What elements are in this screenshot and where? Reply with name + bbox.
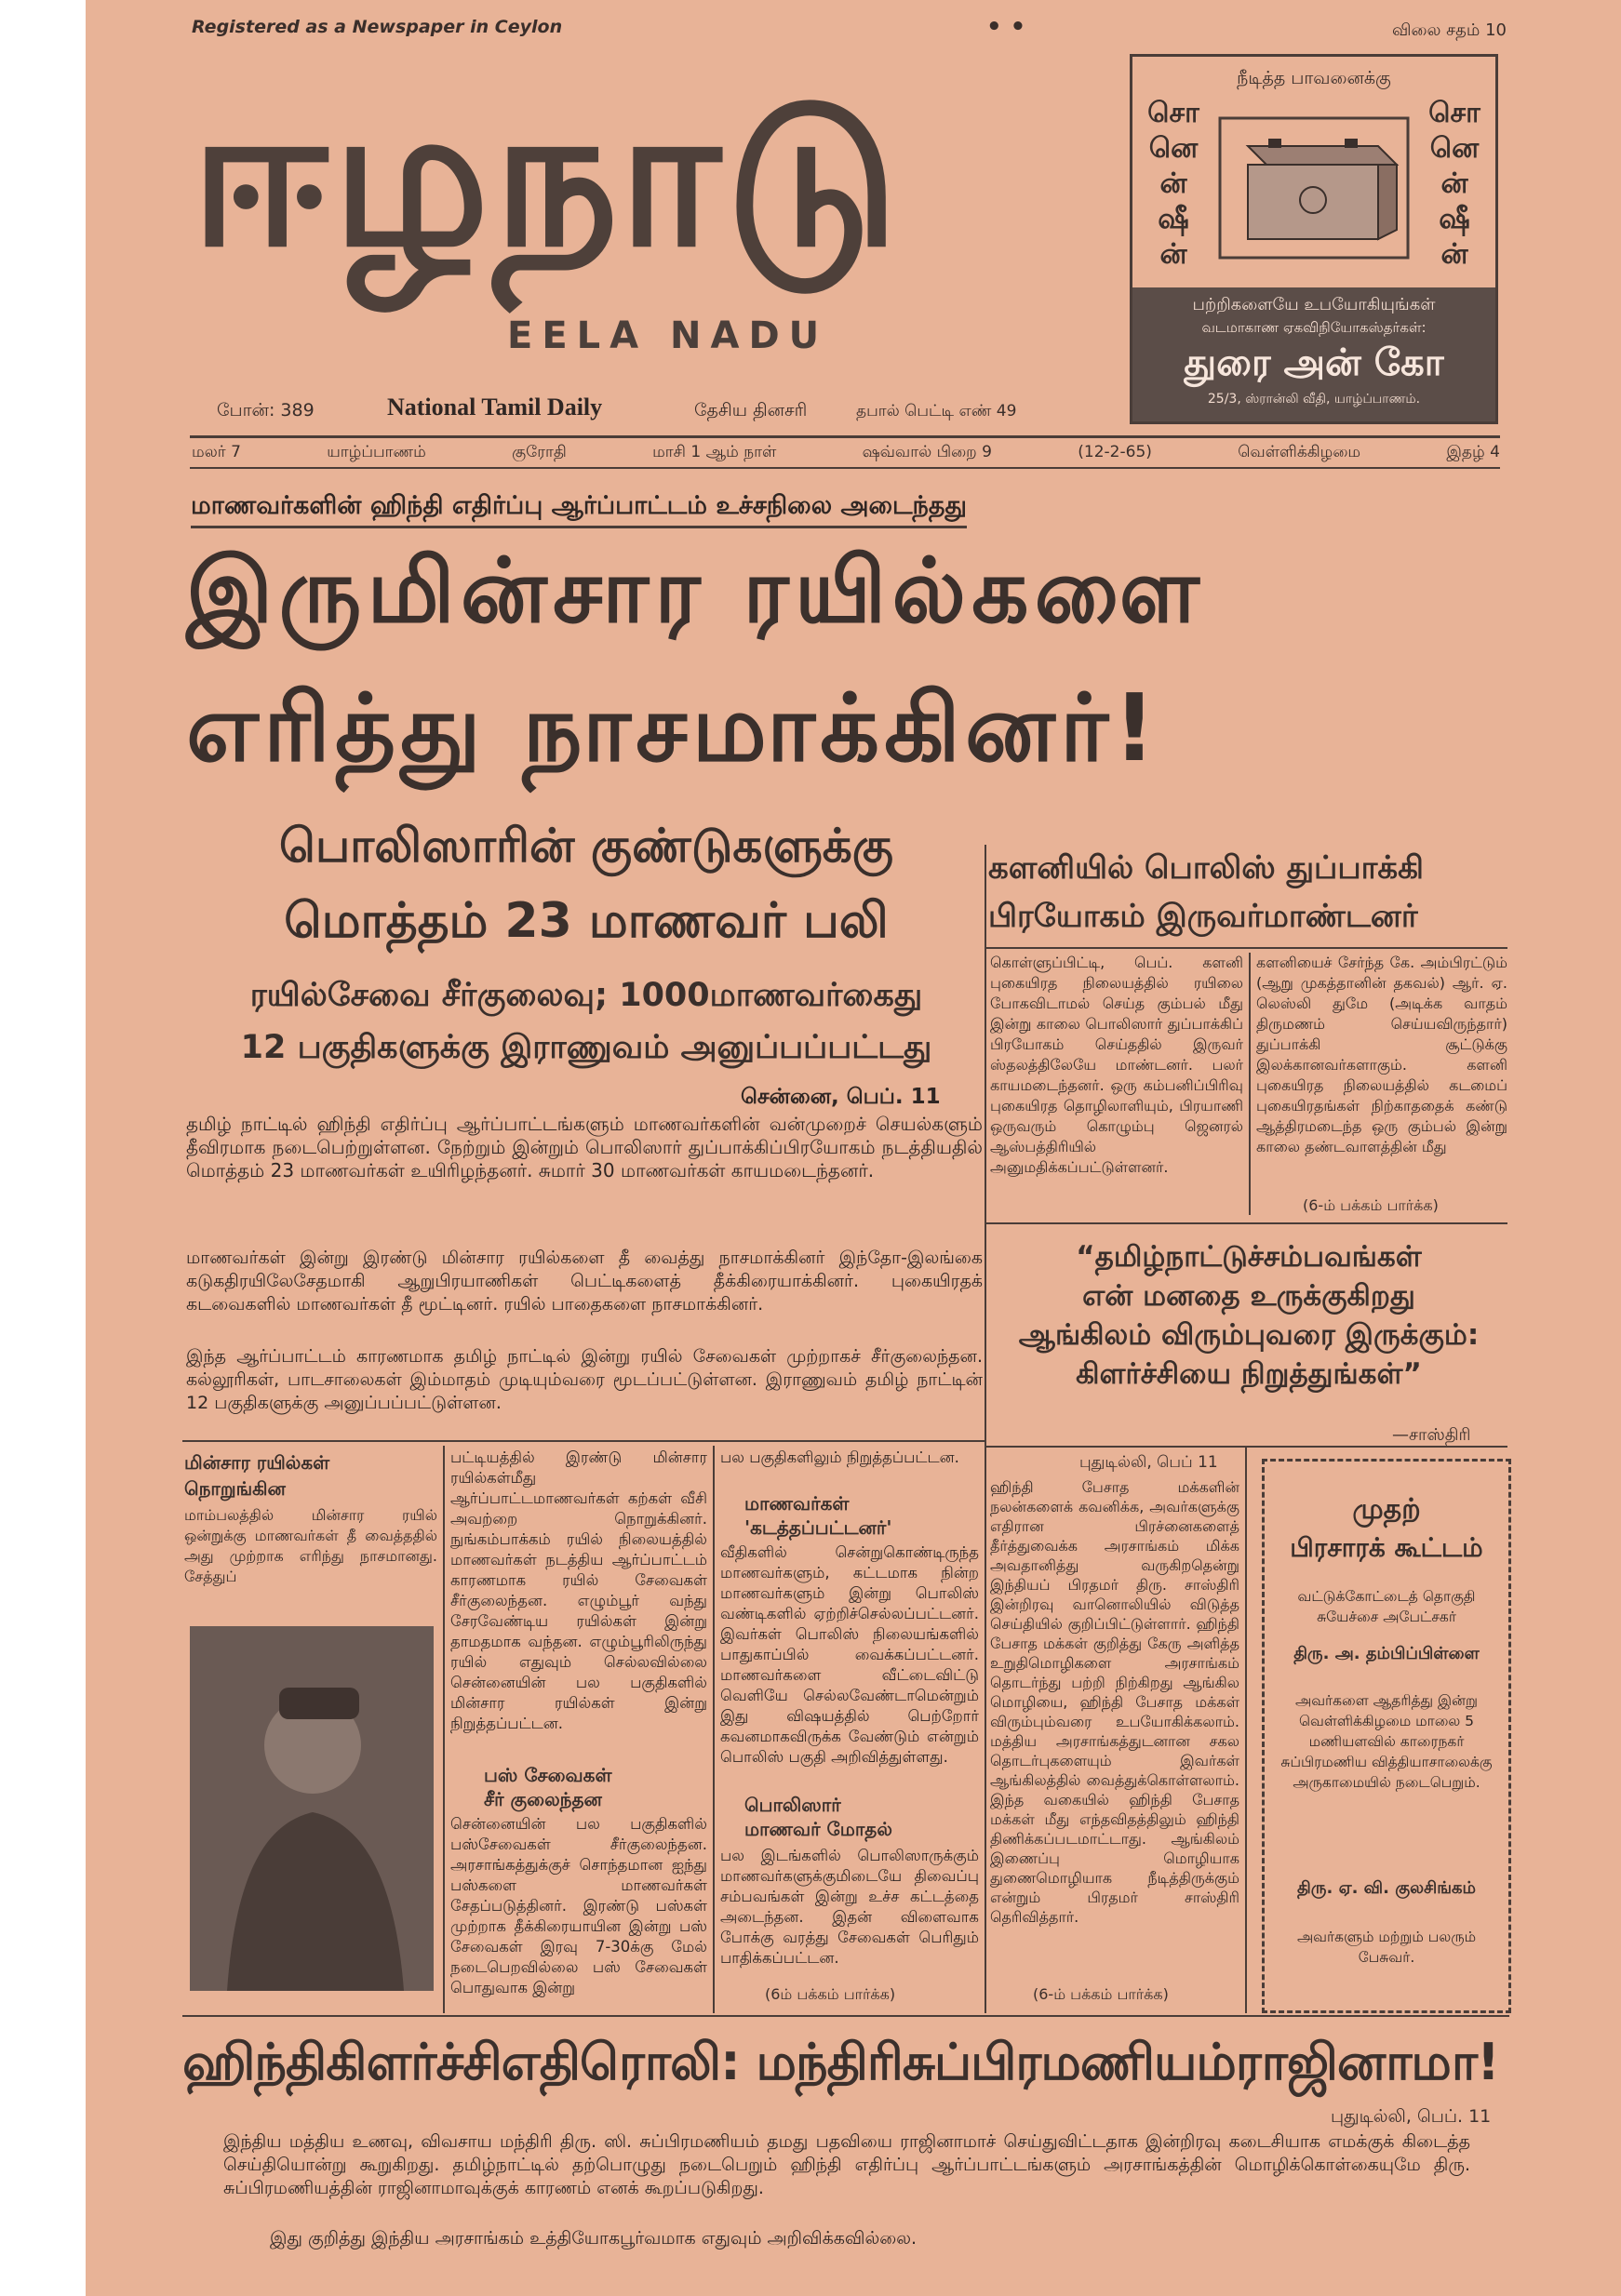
year-label: குரோதி — [512, 443, 567, 461]
col2-body-2: சென்னையின் பல பகுதிகளில் பஸ்சேவைகள் சீர்குலைந்தன. அரசாங்கத்துக்குச் சொந்தமான ஐந்து பஸ்களை மாணவர்கள் சேதப்படுத்தினர். இரண்டு பஸ்கள் முற்றாக தீக்கிரையாயின இன்று பஸ் சேவைகள் இரவு 7-30க்கு மேல் நடைபெறவில்லை பஸ் சேவைகள் பொதுவாக இன்று — [450, 1815, 707, 1996]
post-box: தபால் பெட்டி எண் 49 — [856, 402, 1017, 420]
meeting-line-1: வட்டுக்கோட்டைத் தொகுதி சுயேச்சை அபேட்சகர் — [1297, 1588, 1476, 1625]
quote-byline: —சாஸ்திரி — [1392, 1425, 1471, 1445]
bottom-rule — [182, 2015, 1509, 2017]
ad-letter: ன் — [1440, 167, 1468, 200]
price-label: விலை சதம் 10 — [1392, 20, 1507, 40]
ad-word-right — [1427, 96, 1482, 273]
kalani-col-rule — [1249, 953, 1251, 1215]
trains-heading-2: நொறுங்கின — [184, 1477, 286, 1500]
dateline-bar — [192, 443, 1500, 463]
col3-body-3: பல இடங்களில் பொலிஸாருக்கும் மாணவர்களுக்குமிடையே திவைப்பு சம்பவங்கள் இன்று உச்ச கட்டத்தை அடைந்தன. இதன் விளைவாக போக்கு வரத்து சேவைகள் பெரிதும் பாதிக்கப்பட்டன. — [720, 1847, 979, 1967]
trains-heading-1: மின்சார ரயில்கள் — [184, 1451, 330, 1474]
ad-address: 25/3, ஸ்ரான்லி வீதி, யாழ்ப்பாணம். — [1207, 392, 1421, 407]
quote-rule-bottom — [986, 1446, 1507, 1448]
lead-para-1: தமிழ் நாட்டில் ஹிந்தி எதிர்ப்பு ஆர்ப்பாட்டங்களும் மாணவர்களின் வன்முறைச் செயல்களும் தீவிரமாக நடைபெற்றுள்ளன. நேற்றும் இன்றும் பொலிஸார் துப்பாக்கிப்பிரயோகம் நடத்தியதில் மொத்தம் 23 மாணவர்கள் உயிரிழந்தனர். சுமார் 30 மாணவர்கள் காயமடைந்தனர். — [186, 1113, 983, 1181]
quote-line-4: கிளர்ச்சியை நிறுத்துங்கள்” — [1076, 1357, 1422, 1391]
masthead-dots: • • — [986, 13, 1026, 41]
dateline-rule-top — [190, 435, 1500, 438]
lead-sub-1: பொலிஸாரின் குண்டுகளுக்கு — [279, 819, 893, 873]
ad-letter: சொ — [1147, 97, 1199, 129]
ad-letter: ஷீ — [1158, 203, 1189, 235]
shastri-dateline: புதுடில்லி, பெப் 11 — [1079, 1453, 1218, 1472]
ad-letter: ஷீ — [1439, 203, 1470, 235]
ad-line1: பற்றிகளையே உபயோகியுங்கள் — [1192, 295, 1436, 314]
ad-letter: ன் — [1159, 238, 1187, 271]
national-daily: National Tamil Daily — [387, 394, 603, 420]
lead-dateline: சென்னை, பெப். 11 — [741, 1085, 941, 1109]
battery-icon — [1211, 109, 1417, 267]
ad-letter: சொ — [1428, 97, 1480, 129]
quote-line-2: என் மனதை உருக்குகிறது — [1082, 1279, 1415, 1313]
phone-number: போன்: 389 — [217, 400, 315, 420]
shastri-body: ஹிந்தி பேசாத மக்களின் நலன்களைக் கவனிக்க, அவர்களுக்கு எதிரான பிரச்னைகளைத் தீர்த்துவைக்க அரசாங்கம் மிக்க அவதானித்து வருகிறதென்று இந்தியப் பிரதமர் திரு. சாஸ்திரி இன்றிரவு வானொலியில் விடுத்த செய்தியில் குறிப்பிட்டுள்ளார். ஹிந்தி பேசாத மக்கள் குறித்து கேரு அளித்த உறுதிமொழிகளை அரசாங்கம் தொடர்ந்து பற்றி நிற்கிறது ஆங்கில மொழியை, ஹிந்தி பேசாத மக்கள் விரும்பும்வரை உபயோகிக்கலாம். மத்திய அரசாங்கத்துடனான சகல தொடர்புகளையும் இவர்கள் ஆங்கிலத்தில் வைத்துக்கொள்ளலாம். இந்த வகையில் ஹிந்தி பேசாத மக்கள் மீது எந்தவிதத்திலும் ஹிந்தி திணிக்கப்படமாட்டாது. ஆங்கிலம் இணைப்பு மொழியாக துணைமொழியாக நீடித்திருக்கும் என்றும் பிரதமர் சாஸ்திரி தெரிவித்தார். — [990, 1478, 1239, 1926]
meeting-name-2: திரு. ஏ. வி. குலசிங்கம் — [1297, 1878, 1476, 1898]
lead-para-2: மாணவர்கள் இன்று இரண்டு மின்சார ரயில்களை தீ வைத்து நாசமாக்கினர் இந்தோ-இலங்கை கடுகதிரயிலேசேதமாகி ஆறுபிரயாணிகள் பெட்டிகளைத் தீக்கிரையாக்கினர். புகையிரதக் கடவைகளில் மாணவர்கள் தீ மூட்டினர். ரயில் பாதைகளை நாசமாக்கினர். — [186, 1248, 983, 1315]
bus-heading-1: பஸ் சேவைகள் — [484, 1764, 612, 1786]
quote-rule-top — [986, 1222, 1507, 1224]
lead-bottom-rule — [182, 1440, 986, 1442]
ad-letter: னெ — [1148, 132, 1199, 165]
col2-body-1: பட்டியத்தில் இரண்டு மின்சார ரயில்கள்மீது ஆர்ப்பாட்டமாணவர்கள் கற்கள் வீசி அவற்றை நொறுக்கினர். நுங்கம்பாக்கம் ரயில் நிலையத்தில் மாணவர்கள் நடத்திய ஆர்ப்பாட்டம் காரணமாக ரயில் சேவைகள் சீர்குலைந்தன. எழும்பூர் வந்து சேரவேண்டிய ரயில்கள் இன்று தாமதமாக வந்தன. எழும்பூரிலிருந்து ரயில் எதுவும் செல்லவில்லை சென்னையின் பல பகுதிகளில் மின்சார ரயில்கள் இன்று நிறுத்தப்பட்டன. — [450, 1448, 707, 1732]
ad-letter: னெ — [1429, 132, 1480, 165]
ad-letter: ன் — [1159, 167, 1187, 200]
tamil-daily: தேசிய தினசரி — [694, 400, 808, 420]
column-rule-3 — [985, 845, 986, 2013]
bottom-dateline: புதுடில்லி, பெப். 11 — [1331, 2106, 1492, 2127]
shastri-continued: (6-ம் பக்கம் பார்க்க) — [1033, 1985, 1169, 2003]
meeting-notice — [1262, 1459, 1511, 2013]
ad-top-text: நீடித்த பாவனைக்கு — [1237, 68, 1391, 88]
hijri-date-label: ஷவ்வால் பிறை 9 — [862, 443, 992, 461]
students-heading-1: மாணவர்கள் — [744, 1492, 850, 1515]
kalani-rule — [986, 947, 1507, 949]
battery-ad — [1130, 54, 1498, 424]
kalani-left-col: கொள்ளுப்பிட்டி, பெப். களனி புகையிரத நிலையத்தில் ரயிலை போகவிடாமல் செய்த கும்பல் மீது இன்று காலை பொலிஸார் துப்பாக்கிப் பிரயோகம் செய்ததில் இருவர் ஸ்தலத்திலேயே மாண்டனர். பலர் காயமடைந்தனர். ஒரு கம்பனிப்பிரிவு புகையிரத தொழிலாளியும், பிரயாணி ஒருவரும் கொழும்பு ஜெனரல் ஆஸ்பத்திரியில் அனுமதிக்கப்பட்டுள்ளனர். — [990, 954, 1243, 1176]
kalani-right-col: களனியைச் சேர்ந்த கே. அம்பிரட்டும் (ஆறு முகத்தானின் தகவல்) ஆர். ஏ. லெஸ்லி துமே (அடிக்க வாதம் திருமணம் செய்யவிருந்தார்) துப்பாக்கி சூட்டுக்கு இலக்கானவர்களாகும். களனி புகையிரத நிலையத்தில் கடமைப் புகையிரதங்கள் நிற்காததைக் கண்டு ஆத்திரமடைந்த ஒரு கும்பல் இன்று காலை தண்டவாளத்தின் மீது — [1256, 954, 1507, 1155]
bottom-para-1: இந்திய மத்திய உணவு, விவசாய மந்திரி திரு. ஸி. சுப்பிரமணியம் தமது பதவியை ராஜினாமாச் செய்துவிட்டதாக இன்றிரவு கடைசியாக எமக்குக் கிடைத்த செய்தியொன்று கூறுகிறது. தமிழ்நாட்டில் தற்பொழுது நடைபெறும் ஹிந்தி எதிர்ப்பு ஆர்ப்பாட்டங்களும் அரசாங்கத்தின் மொழிக்கொள்கையுமே திரு. சுப்பிரமணியத்தின் ராஜினாமாவுக்குக் காரணம் எனக் கூறப்படுகிறது. — [223, 2131, 1470, 2198]
kalani-headline-2: பிரயோகம் இருவர்மாண்டனர் — [988, 898, 1418, 935]
ad-dealer: துரை அன் கோ — [1184, 341, 1444, 384]
column-rule-4 — [1245, 1446, 1247, 2013]
bus-heading-2: சீர் குலைந்தன — [484, 1788, 602, 1810]
meeting-line-3: அவர்களும் மற்றும் பலரும் பேசுவர். — [1296, 1929, 1477, 1966]
weekday-label: வெள்ளிக்கிழமை — [1238, 443, 1361, 461]
quote-line-1: “தமிழ்நாட்டுச்சம்பவங்கள் — [1076, 1240, 1422, 1274]
bottom-headline: ஹிந்திகிளர்ச்சிஎதிரொலி: மந்திரிசுப்பிரமணியம்ராஜினாமா! — [182, 2033, 1499, 2091]
meeting-line-2: அவர்களை ஆதரித்து இன்று வெள்ளிக்கிழமை மாலை 5 மணியளவில் காரைநகர் சுப்பிரமணிய வித்தியாசாலைக்கு அருகாமையில் நடைபெறும். — [1280, 1692, 1493, 1791]
tamil-date-label: மாசி 1 ஆம் நாள் — [652, 443, 777, 461]
ad-word-left — [1145, 96, 1201, 273]
meeting-title-2: பிரசாரக் கூட்டம் — [1290, 1532, 1483, 1563]
ad-line2: வடமாகாண ஏகவிநியோகஸ்தர்கள்: — [1201, 319, 1427, 336]
ad-letter: ன் — [1440, 238, 1468, 271]
date-label: (12-2-65) — [1078, 443, 1152, 461]
column-rule-2 — [713, 1446, 715, 2013]
masthead-logo: ஈழநாடு — [191, 62, 903, 290]
masthead-english: EELA NADU — [507, 314, 829, 357]
trains-body: மாம்பலத்தில் மின்சார ரயில் ஒன்றுக்கு மாணவர்கள் தீ வைத்ததில் அது முற்றாக எரிந்து நாசமானது. சேத்துப் — [184, 1506, 437, 1585]
lead-sub-2: மொத்தம் 23 மாணவர் பலி — [284, 893, 889, 949]
bottom-para-2: இது குறித்து இந்திய அரசாங்கம் உத்தியோகபூர்வமாக எதுவும் அறிவிக்கவில்லை. — [270, 2228, 918, 2249]
meeting-title-1: முதற் — [1352, 1493, 1421, 1526]
registered-note: Registered as a Newspaper in Ceylon — [192, 17, 563, 37]
col3-body-1: பல பகுதிகளிலும் நிறுத்தப்பட்டன. — [720, 1448, 959, 1466]
column-rule-1 — [443, 1446, 445, 2013]
lead-para-3: இந்த ஆர்ப்பாட்டம் காரணமாக தமிழ் நாட்டில் இன்று ரயில் சேவைகள் முற்றாகச் சீர்குலைந்தன. கல்லூரிகள், பாடசாலைகள் இம்மாதம் முடியும்வரை மூடப்பட்டுள்ளன. இராணுவம் தமிழ் நாட்டின் 12 பகுதிகளுக்கு அனுப்பப்பட்டுள்ளன. — [186, 1346, 983, 1413]
police-heading-1: பொலிஸார் — [744, 1794, 841, 1816]
students-heading-2: 'கடத்தப்பட்டனர்' — [744, 1516, 892, 1539]
quote-line-3: ஆங்கிலம் விரும்புவரை இருக்கும்: — [1018, 1318, 1480, 1352]
meeting-name-1: திரு. அ. தம்பிப்பிள்ளை — [1293, 1644, 1480, 1663]
kalani-headline-1: களனியில் பொலிஸ் துப்பாக்கி — [988, 849, 1425, 887]
lead-sub-4: 12 பகுதிகளுக்கு இராணுவம் அனுப்பப்பட்டது — [240, 1029, 932, 1066]
portrait-photo — [190, 1626, 434, 1991]
col3-continued: (6ம் பக்கம் பார்க்க) — [765, 1985, 896, 2003]
lead-kicker: மாணவர்களின் ஹிந்தி எதிர்ப்பு ஆர்ப்பாட்டம் உச்சநிலை அடைந்தது — [191, 491, 967, 528]
dateline-rule-bottom — [190, 467, 1500, 469]
issue-label: இதழ் 4 — [1446, 443, 1500, 461]
volume-label: மலர் 7 — [192, 443, 241, 461]
police-heading-2: மாணவர் மோதல் — [744, 1818, 892, 1840]
kalani-continued: (6-ம் பக்கம் பார்க்க) — [1303, 1196, 1439, 1214]
lead-headline-1: இருமின்சார ரயில்களை — [186, 539, 1205, 643]
lead-headline-2: எரித்து நாசமாக்கினர்! — [186, 674, 1160, 782]
col3-body-2: வீதிகளில் சென்றுகொண்டிருந்த மாணவர்களும், கட்டமாக நின்ற மாணவர்களும் இன்று பொலிஸ் வண்டிகளில் ஏற்றிச்செல்லப்பட்டனர். இவர்கள் பொலிஸ் நிலையங்களில் பாதுகாப்பில் வைக்கப்பட்டனர். மாணவர்களை வீட்டைவிட்டு வெளியே செல்லவேண்டாமென்றும் இது விஷயத்தில் பெற்றோர் கவனமாகவிருக்க வேண்டும் என்றும் பொலிஸ் பகுதி அறிவித்துள்ளது. — [720, 1543, 979, 1766]
lead-sub-3: ரயில்சேவை சீர்குலைவு; 1000மாணவர்கைது — [249, 977, 923, 1014]
city-label: யாழ்ப்பாணம் — [327, 443, 426, 461]
person-photo-icon — [190, 1626, 434, 1991]
shastri-quote — [988, 1237, 1509, 1394]
